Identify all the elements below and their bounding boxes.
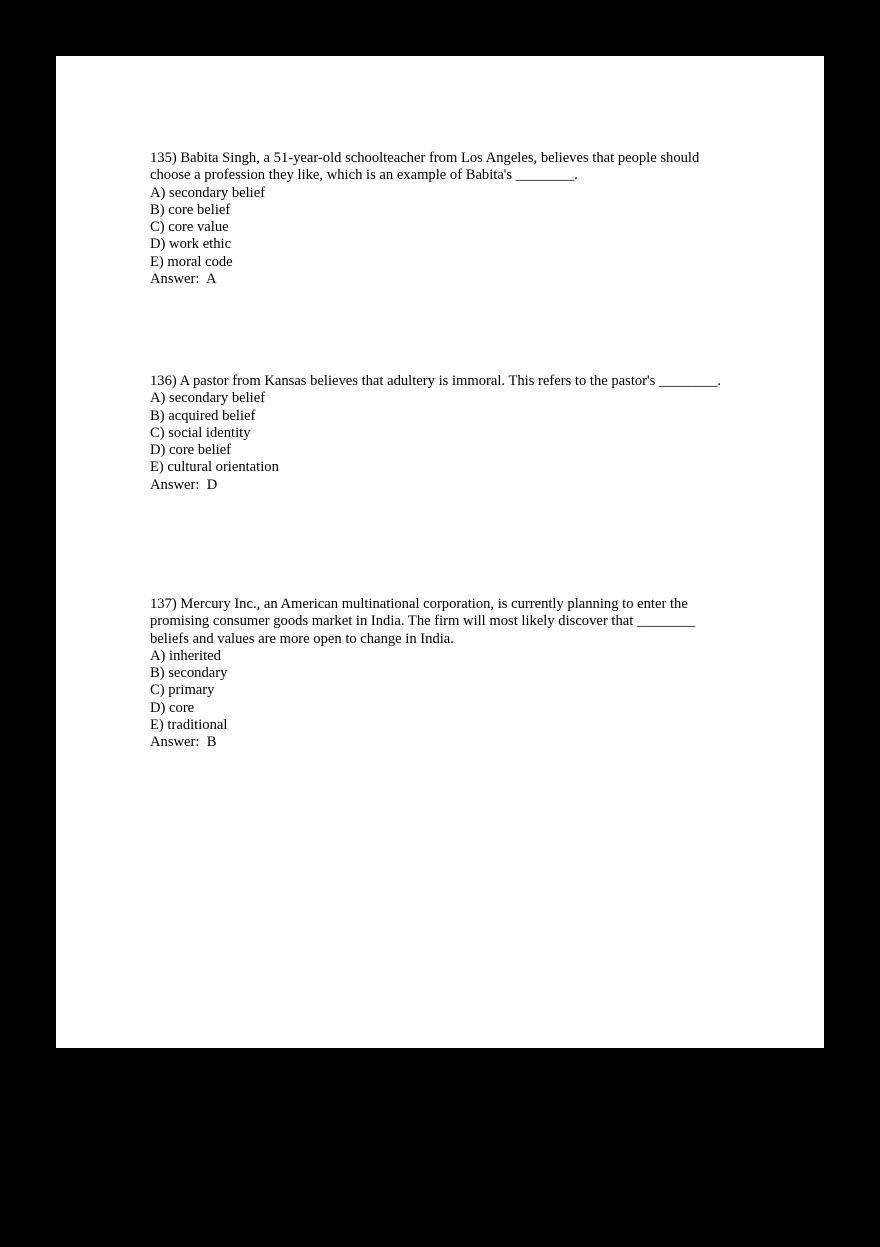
option-a: A) secondary belief [150,184,266,201]
option-b: B) acquired belief [150,407,256,424]
document-page [56,56,824,1048]
question-text: 137) Mercury Inc., an American multinational corporation, is currently planning to enter the promising consumer goods market in India. The firm will most likely discover that ________ beliefs and values are more open to change in India. [150,596,699,647]
question-135 [150,150,730,288]
option-d: D) core [150,699,195,716]
option-e: E) traditional [150,717,228,734]
answer-line: Answer: B [150,734,217,751]
question-text: 135) Babita Singh, a 51-year-old schoolteacher from Los Angeles, believes that people should choose a profession they like, which is an example of Babita's ________. [150,150,703,184]
answer-line: Answer: A [150,271,217,288]
option-b: B) core belief [150,201,231,218]
option-c: C) core value [150,219,229,236]
option-d: D) core belief [150,442,232,459]
option-b: B) secondary [150,665,228,682]
option-d: D) work ethic [150,236,232,253]
option-e: E) moral code [150,253,233,270]
option-c: C) social identity [150,424,251,441]
option-e: E) cultural orientation [150,459,279,476]
option-a: A) inherited [150,647,221,664]
answer-line: Answer: D [150,476,218,493]
question-text: 136) A pastor from Kansas believes that adultery is immoral. This refers to the pastor's ________. [150,373,722,389]
question-136 [150,373,730,494]
question-137 [150,596,730,752]
option-c: C) primary [150,682,215,699]
option-a: A) secondary belief [150,390,266,407]
